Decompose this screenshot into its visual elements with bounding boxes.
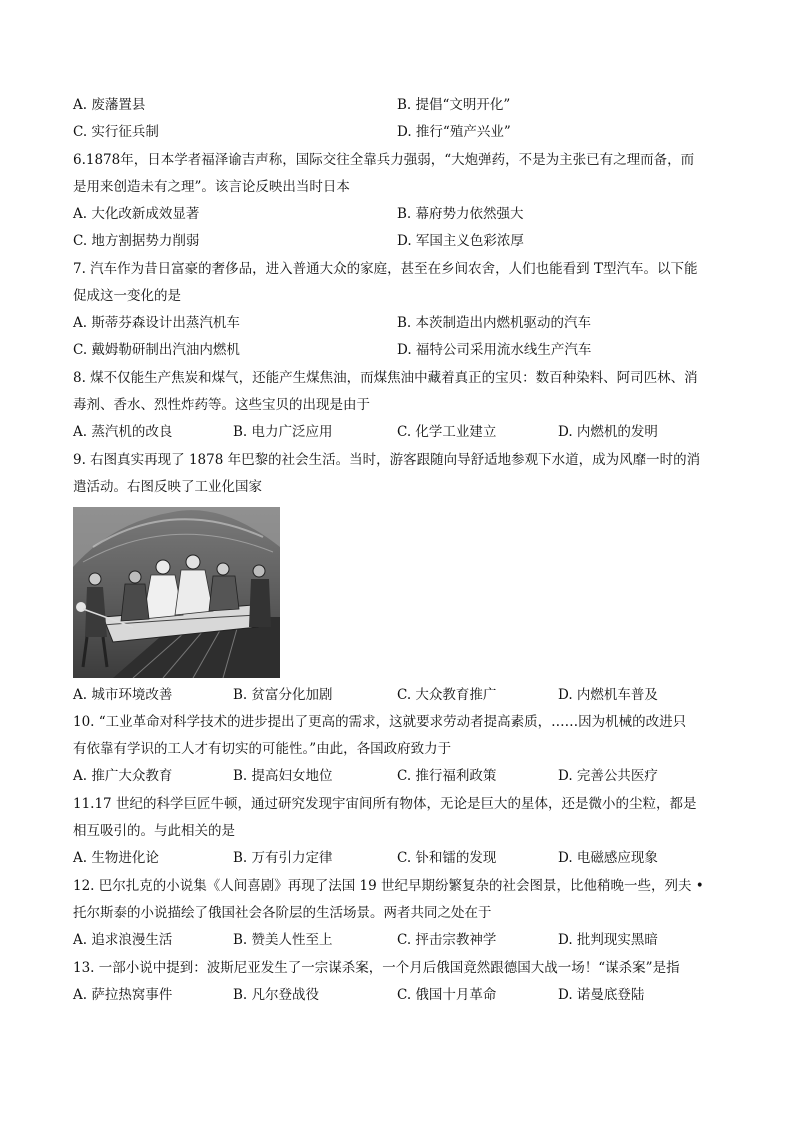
- q8-option-a[interactable]: A. 蒸汽机的改良: [73, 424, 173, 440]
- q6-option-d[interactable]: D. 军国主义色彩浓厚: [397, 233, 524, 249]
- q9-option-d[interactable]: D. 内燃机车普及: [558, 687, 658, 703]
- q10-option-a[interactable]: A. 推广大众教育: [73, 768, 173, 784]
- q5-option-c[interactable]: C. 实行征兵制: [73, 124, 159, 140]
- q5-option-a[interactable]: A. 废藩置县: [73, 97, 146, 113]
- q10-stem-line-1: 10. “工业革命对科学技术的进步提出了更高的需求，这就要求劳动者提高素质，……因为机械的改进只: [73, 714, 687, 730]
- q7-option-d[interactable]: D. 福特公司采用流水线生产汽车: [397, 342, 592, 358]
- sewer-tour-engraving: [73, 507, 280, 678]
- q6-option-a[interactable]: A. 大化改新成效显著: [73, 206, 200, 222]
- q9-option-b[interactable]: B. 贫富分化加剧: [233, 687, 333, 703]
- q11-option-b[interactable]: B. 万有引力定律: [233, 850, 333, 866]
- q10-option-c[interactable]: C. 推行福利政策: [397, 768, 497, 784]
- q12-option-d[interactable]: D. 批判现实黑暗: [558, 932, 658, 948]
- q8-option-d[interactable]: D. 内燃机的发明: [558, 424, 658, 440]
- q6-stem-line-2: 是用来创造未有之理”。该言论反映出当时日本: [73, 179, 350, 195]
- q9-stem-line-1: 9. 右图真实再现了 1878 年巴黎的社会生活。当时，游客跟随向导舒适地参观下水道，成为风靡一时的消: [73, 452, 701, 468]
- q11-option-a[interactable]: A. 生物进化论: [73, 850, 159, 866]
- q11-stem-line-1: 11.17 世纪的科学巨匠牛顿，通过研究发现宇宙间所有物体，无论是巨大的星体，还是微小的尘粒，都是: [73, 796, 697, 812]
- q6-stem-line-1: 6.1878年，日本学者福泽谕吉声称，国际交往全靠兵力强弱，“大炮弹药，不是为主张已有之理而备，而: [73, 152, 695, 168]
- q7-option-a[interactable]: A. 斯蒂芬森设计出蒸汽机车: [73, 315, 240, 331]
- q9-option-c[interactable]: C. 大众教育推广: [397, 687, 497, 703]
- q11-option-c[interactable]: C. 钋和镭的发现: [397, 850, 497, 866]
- q11-option-d[interactable]: D. 电磁感应现象: [558, 850, 658, 866]
- q12-stem-line-1: 12. 巴尔扎克的小说集《人间喜剧》再现了法国 19 世纪早期纷繁复杂的社会图景，比他稍晚一些，列夫 •: [73, 878, 704, 894]
- q9-option-a[interactable]: A. 城市环境改善: [73, 687, 173, 703]
- q13-stem-line-1: 13. 一部小说中提到：波斯尼亚发生了一宗谋杀案，一个月后俄国竟然跟德国大战一场！“谋杀案”是指: [73, 960, 680, 976]
- q12-option-b[interactable]: B. 赞美人性至上: [233, 932, 333, 948]
- q13-option-d[interactable]: D. 诺曼底登陆: [558, 987, 645, 1003]
- q7-stem-line-2: 促成这一变化的是: [73, 288, 181, 304]
- q6-option-b[interactable]: B. 幕府势力依然强大: [397, 206, 524, 222]
- q10-stem-line-2: 有依靠有学识的工人才有切实的可能性。”由此，各国政府致力于: [73, 741, 452, 757]
- q10-option-b[interactable]: B. 提高妇女地位: [233, 768, 333, 784]
- q8-option-c[interactable]: C. 化学工业建立: [397, 424, 497, 440]
- q13-option-b[interactable]: B. 凡尔登战役: [233, 987, 320, 1003]
- q8-stem-line-1: 8. 煤不仅能生产焦炭和煤气，还能产生煤焦油，而煤焦油中藏着真正的宝贝：数百种染料、阿司匹林、消: [73, 370, 698, 386]
- q6-option-c[interactable]: C. 地方割据势力削弱: [73, 233, 200, 249]
- q8-option-b[interactable]: B. 电力广泛应用: [233, 424, 333, 440]
- q7-option-c[interactable]: C. 戴姆勒研制出汽油内燃机: [73, 342, 240, 358]
- q12-option-a[interactable]: A. 追求浪漫生活: [73, 932, 173, 948]
- q11-stem-line-2: 相互吸引的。与此相关的是: [73, 823, 235, 839]
- q5-option-b[interactable]: B. 提倡“文明开化”: [397, 97, 511, 113]
- q5-option-d[interactable]: D. 推行“殖产兴业”: [397, 124, 511, 140]
- q8-stem-line-2: 毒剂、香水、烈性炸药等。这些宝贝的出现是由于: [73, 397, 370, 413]
- q9-stem-line-2: 遣活动。右图反映了工业化国家: [73, 479, 262, 495]
- q12-stem-line-2: 托尔斯泰的小说描绘了俄国社会各阶层的生活场景。两者共同之处在于: [73, 905, 492, 921]
- q12-option-c[interactable]: C. 抨击宗教神学: [397, 932, 497, 948]
- q7-option-b[interactable]: B. 本茨制造出内燃机驱动的汽车: [397, 315, 592, 331]
- q13-option-c[interactable]: C. 俄国十月革命: [397, 987, 497, 1003]
- q7-stem-line-1: 7. 汽车作为昔日富豪的奢侈品，进入普通大众的家庭，甚至在乡间农舍，人们也能看到 T型汽车。以下能: [73, 261, 698, 277]
- q10-option-d[interactable]: D. 完善公共医疗: [558, 768, 658, 784]
- q13-option-a[interactable]: A. 萨拉热窝事件: [73, 987, 173, 1003]
